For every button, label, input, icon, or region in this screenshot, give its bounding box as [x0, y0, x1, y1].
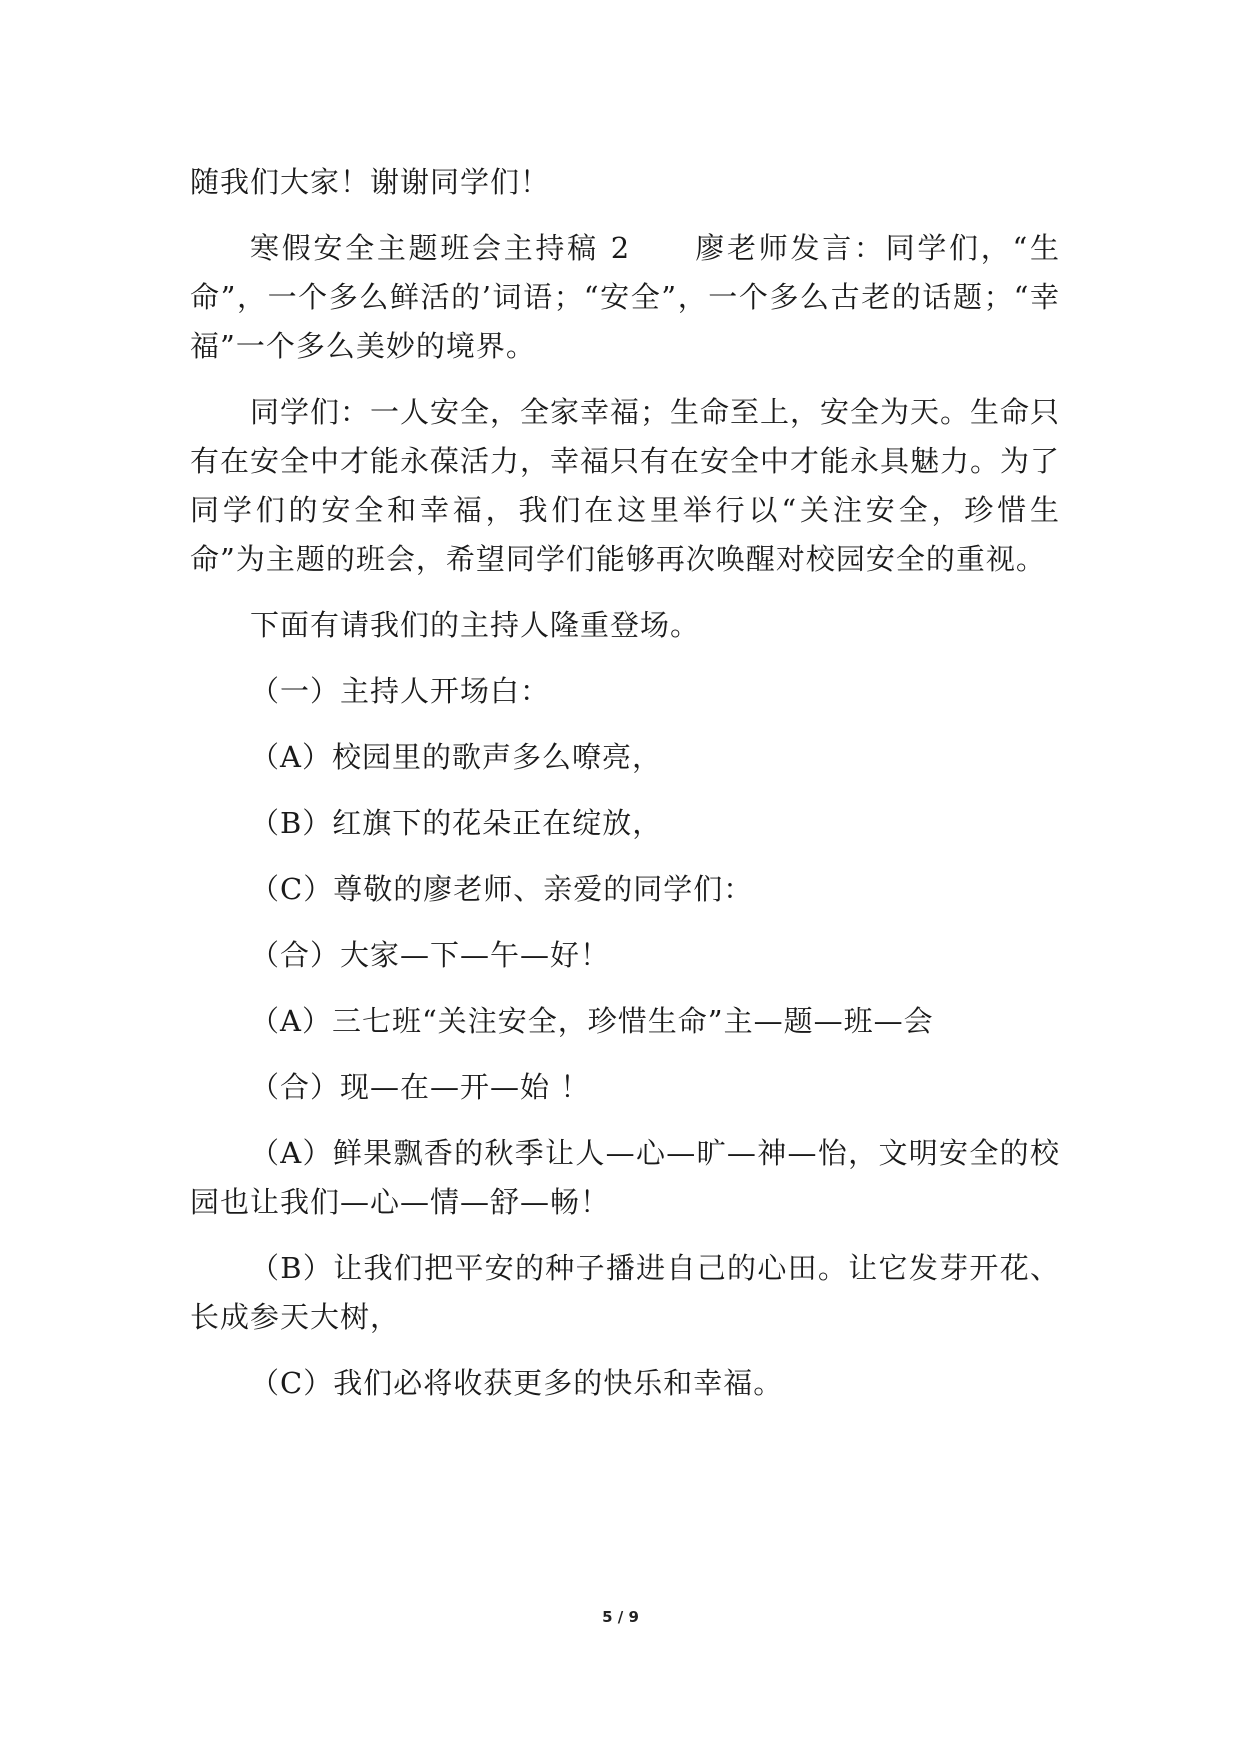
paragraph: 寒假安全主题班会主持稿 2 廖老师发言：同学们，“生命”，一个多么鲜活的’词语；“安全”，一个多么古老的话题；“幸福”一个多么美妙的境界。: [190, 231, 1060, 363]
body-text: [190, 158, 1060, 1425]
paragraph: （C）尊敬的廖老师、亲爱的同学们：: [250, 872, 754, 906]
paragraph: （A）鲜果飘香的秋季让人—心—旷—神—怡，文明安全的校园也让我们—心—情—舒—畅！: [190, 1136, 1060, 1219]
paragraph: （合）现—在—开—始 ！: [250, 1070, 591, 1104]
page-number: 5 / 9: [602, 1608, 639, 1626]
paragraph: （A）校园里的歌声多么嘹亮，: [250, 740, 662, 774]
paragraph: 随我们大家！谢谢同学们！: [190, 165, 551, 199]
paragraph: （B）红旗下的花朵正在绽放，: [250, 806, 663, 840]
paragraph: （B）让我们把平安的种子播进自己的心田。让它发芽开花、长成参天大树，: [190, 1251, 1060, 1334]
paragraph: 下面有请我们的主持人隆重登场。: [250, 608, 701, 642]
paragraph: 同学们：一人安全，全家幸福；生命至上，安全为天。生命只有在安全中才能永葆活力，幸福只有在安全中才能永具魅力。为了同学们的安全和幸福，我们在这里举行以“关注安全，珍惜生命”为主题的班会，希望同学们能够再次唤醒对校园安全的重视。: [190, 395, 1061, 576]
paragraph: （一）主持人开场白：: [250, 674, 551, 708]
paragraph: （A）三七班“关注安全，珍惜生命”主—题—班—会: [250, 1004, 934, 1038]
paragraph: （C）我们必将收获更多的快乐和幸福。: [250, 1366, 784, 1400]
paragraph: （合）大家—下—午—好！: [250, 938, 611, 972]
